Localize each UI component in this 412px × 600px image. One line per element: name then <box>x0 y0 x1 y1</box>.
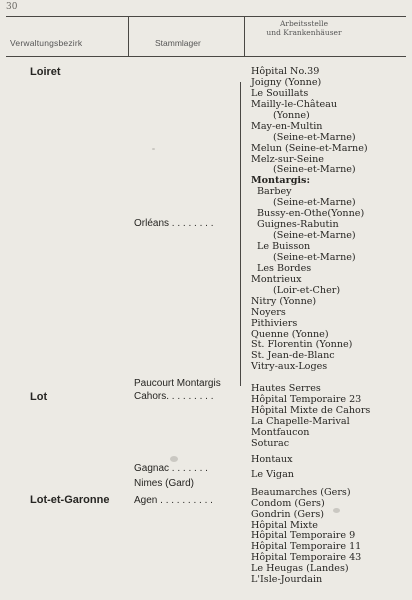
header-divider-1 <box>128 16 129 57</box>
workplace-line: St. Florentin (Yonne) <box>251 339 353 351</box>
workplace-line: Pithiviers <box>251 317 298 329</box>
workplace-line: Montargis: <box>251 175 310 187</box>
camp-nimes: Nimes (Gard) <box>134 478 195 489</box>
workplace-line: Melz-sur-Seine <box>251 153 324 165</box>
workplace-line: Barbey <box>257 186 292 198</box>
workplace-line: May-en-Multin <box>251 120 323 132</box>
workplace-line: Hôpital Temporaire 11 <box>251 541 362 553</box>
region-loiret: Loiret <box>30 66 61 78</box>
camp-orleans: Orléans . . . . . . . . <box>134 218 214 229</box>
workplace-line: (Yonne) <box>273 109 310 121</box>
workplace-line: Gondrin (Gers) <box>251 508 324 520</box>
workplace-line: Le Heugas (Landes) <box>251 563 349 575</box>
camp-cahors: Cahors. . . . . . . . . <box>134 391 214 402</box>
workplace-line: Hôpital Mixte <box>251 519 318 531</box>
camp-gagnac: Gagnac . . . . . . . <box>134 463 208 474</box>
workplace-line: Soturac <box>251 437 290 449</box>
workplace-line: (Seine-et-Marne) <box>273 251 356 263</box>
workplace-line: Hôpital No.39 <box>251 66 320 77</box>
workplace-line: Beaumarches (Gers) <box>251 486 351 498</box>
group-bracket-loiret <box>240 82 246 386</box>
workplace-line: Le Buisson <box>257 241 311 252</box>
workplace-line: Le Vigan <box>251 468 294 480</box>
workplace-line: Noyers <box>251 306 286 318</box>
workplace-line: (Loir-et-Cher) <box>273 284 341 296</box>
workplace-line: Hôpital Temporaire 23 <box>251 394 362 406</box>
header-rule-bottom <box>6 56 406 57</box>
workplace-line: (Seine-et-Marne) <box>273 197 356 209</box>
workplace-line: St. Jean-de-Blanc <box>251 350 335 362</box>
region-lot: Lot <box>30 391 48 403</box>
workplace-line: Montrieux <box>251 273 302 285</box>
ink-blot <box>170 456 178 462</box>
workplace-line: (Seine-et-Marne) <box>273 164 356 176</box>
workplace-line: Joigny (Yonne) <box>251 76 322 88</box>
ink-blot <box>333 508 340 513</box>
ink-speck <box>152 148 155 150</box>
workplace-line: Montfaucon <box>251 426 310 438</box>
workplace-line: Quenne (Yonne) <box>251 328 329 340</box>
header-workplaces-line-2: und Krankenhäuser <box>266 28 342 37</box>
workplace-line: Hôpital Temporaire 9 <box>251 530 356 542</box>
workplace-line: Hôpital Mixte de Cahors <box>251 405 371 417</box>
workplace-line: Guignes-Rabutin <box>257 219 339 231</box>
workplace-line: Nitry (Yonne) <box>251 295 317 307</box>
workplace-line: (Seine-et-Marne) <box>273 131 356 143</box>
header-administrative-district: Verwaltungsbezirk <box>10 38 83 48</box>
workplace-line: Melun (Seine-et-Marne) <box>251 142 368 154</box>
header-rule-top <box>6 16 406 17</box>
workplace-line: Le Souillats <box>251 87 309 99</box>
workplace-line: Vitry-aux-Loges <box>251 361 328 373</box>
page-number: 30 <box>6 2 18 12</box>
camp-agen: Agen . . . . . . . . . . <box>134 495 213 506</box>
header-main-camp: Stammlager <box>155 38 201 48</box>
header-workplaces <box>246 19 362 37</box>
camp-paucourt-montargis: Paucourt Montargis <box>134 378 221 389</box>
workplaces-column <box>251 67 401 586</box>
header-workplaces-line-1: Arbeitsstelle <box>279 19 329 28</box>
workplace-line: L'Isle-Jourdain <box>251 574 323 586</box>
region-lot-et-garonne: Lot-et-Garonne <box>30 494 110 506</box>
workplace-line: Hontaux <box>251 453 293 465</box>
header-divider-2 <box>244 16 245 57</box>
workplace-line: Bussy-en-Othe(Yonne) <box>257 208 365 220</box>
workplace-line: Les Bordes <box>257 262 312 274</box>
workplace-line: Hôpital Temporaire 43 <box>251 552 362 564</box>
workplace-line: La Chapelle-Marival <box>251 416 350 427</box>
workplace-line: Condom (Gers) <box>251 497 325 509</box>
workplace-line: Mailly-le-Château <box>251 98 338 110</box>
workplace-line: Hautes Serres <box>251 383 321 395</box>
workplace-line: (Seine-et-Marne) <box>273 230 356 242</box>
